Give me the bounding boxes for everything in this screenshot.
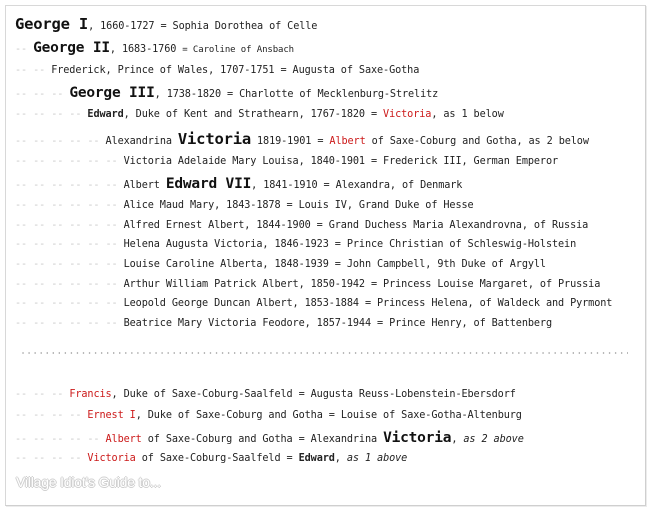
tree-row-frederick: -- -- Frederick, Prince of Wales, 1707-1751 = Augusta of Saxe-Gotha (15, 65, 420, 76)
person-name: Edward (87, 109, 124, 120)
indent-dashes: -- -- -- -- -- -- (15, 318, 124, 329)
coburg-row-albert: -- -- -- -- -- Albert of Saxe-Coburg and Gotha = Alexandrina Victoria, as 2 above (15, 430, 524, 446)
coburg-row-ernest-i: -- -- -- -- Ernest I, Duke of Saxe-Coburg and Gotha = Louise of Saxe-Gotha-Altenburg (15, 410, 522, 421)
indent-dashes: -- -- -- -- -- -- (15, 259, 124, 270)
indent-dashes: -- -- -- -- -- (15, 136, 106, 147)
indent-dashes: -- -- -- -- -- (15, 434, 106, 445)
person-name: Edward VII (165, 176, 252, 192)
indent-dashes: -- -- -- -- -- -- (15, 279, 124, 290)
person-name: George II (33, 40, 110, 56)
watermark-footer: Village Idiot's Guide to... (16, 474, 161, 490)
person-name: George I (15, 15, 89, 33)
tree-row-victoria: -- -- -- -- -- Alexandrina Victoria 1819-1901 = Albert of Saxe-Coburg and Gotha, as 2 below (15, 130, 589, 148)
coburg-row-victoria: -- -- -- -- Victoria of Saxe-Coburg-Saalfeld = Edward, as 1 above (15, 453, 408, 464)
indent-dashes: -- -- -- -- -- -- (15, 298, 124, 309)
indent-dashes: -- -- -- -- (15, 453, 88, 464)
person-name: Ernest I (87, 410, 136, 421)
person-name: George III (69, 85, 155, 101)
tree-row-child: -- -- -- -- -- -- Victoria Adelaide Mary Louisa, 1840-1901 = Frederick III, German Emperor (15, 156, 559, 167)
indent-dashes: -- -- -- (15, 89, 70, 100)
indent-dashes: -- (15, 44, 34, 55)
cross-reference: as 1 above (346, 453, 408, 464)
spouse-link: Albert (329, 136, 366, 147)
tree-row-child: -- -- -- -- -- -- Louise Caroline Alberta, 1848-1939 = John Campbell, 9th Duke of Argyll (15, 259, 546, 270)
indent-dashes: -- -- -- -- (15, 109, 88, 120)
spouse-name: Victoria (383, 430, 452, 446)
indent-dashes: -- -- -- -- -- -- (15, 200, 124, 211)
indent-dashes: -- -- -- -- -- -- (15, 220, 124, 231)
indent-dashes: -- -- -- -- -- -- (15, 156, 124, 167)
coburg-row-francis: -- -- -- Francis, Duke of Saxe-Coburg-Saalfeld = Augusta Reuss-Lobenstein-Ebersdorf (15, 389, 516, 400)
indent-dashes: -- -- (15, 65, 52, 76)
tree-row-child: -- -- -- -- -- -- Arthur William Patrick Albert, 1850-1942 = Princess Louise Margaret, of Prussia (15, 279, 601, 290)
person-name: Victoria (177, 130, 251, 148)
tree-row-edward-vii: -- -- -- -- -- -- Albert Edward VII, 1841-1910 = Alexandra, of Denmark (15, 176, 463, 192)
section-divider (20, 351, 628, 355)
tree-row-george-iii: -- -- -- George III, 1738-1820 = Charlotte of Mecklenburg-Strelitz (15, 85, 439, 101)
tree-row-child: -- -- -- -- -- -- Alice Maud Mary, 1843-1878 = Louis IV, Grand Duke of Hesse (15, 200, 474, 211)
indent-dashes: -- -- -- (15, 389, 70, 400)
person-name: Albert (105, 434, 142, 445)
indent-dashes: -- -- -- -- -- -- (15, 239, 124, 250)
person-name: Francis (69, 389, 112, 400)
tree-row-child: -- -- -- -- -- -- Leopold George Duncan Albert, 1853-1884 = Princess Helena, of Waldeck and Pyrmont (15, 298, 613, 309)
tree-row-child: -- -- -- -- -- -- Helena Augusta Victoria, 1846-1923 = Prince Christian of Schleswig-Holstein (15, 239, 577, 250)
cross-reference: as 2 above (463, 434, 524, 445)
tree-row-george-ii: -- George II, 1683-1760 = Caroline of Ansbach (15, 40, 294, 56)
tree-row-child: -- -- -- -- -- -- Alfred Ernest Albert, 1844-1900 = Grand Duchess Maria Alexandrovna, of Russia (15, 220, 589, 231)
indent-dashes: -- -- -- -- -- -- (15, 180, 124, 191)
person-name: Victoria (87, 453, 136, 464)
tree-row-edward: -- -- -- -- Edward, Duke of Kent and Strathearn, 1767-1820 = Victoria, as 1 below (15, 109, 504, 120)
tree-row-george-i: George I, 1660-1727 = Sophia Dorothea of Celle (15, 15, 318, 33)
indent-dashes: -- -- -- -- (15, 410, 88, 421)
tree-row-child: -- -- -- -- -- -- Beatrice Mary Victoria Feodore, 1857-1944 = Prince Henry, of Battenberg (15, 318, 552, 329)
spouse-name: Edward (298, 453, 335, 464)
spouse-link: Victoria (383, 109, 432, 120)
